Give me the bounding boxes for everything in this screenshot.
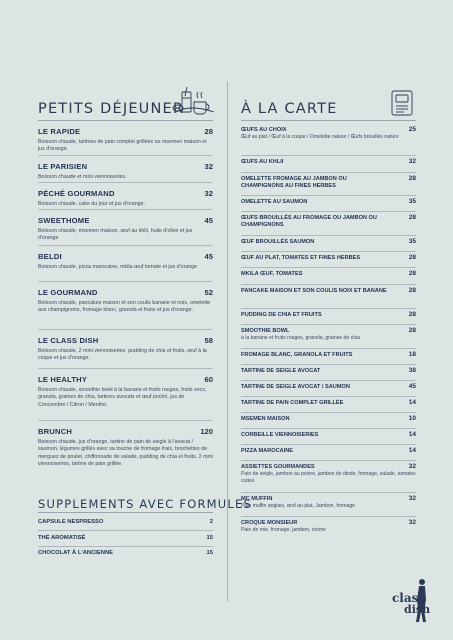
item-name: BRUNCH: [38, 427, 73, 436]
item-description: Boisson chaude, msemen maison, œuf au khlii, huile d'olive et jus d'orange: [38, 228, 193, 242]
breakfast-item: [38, 216, 213, 243]
item-name: LE HEALTHY: [38, 375, 88, 384]
item-name: LE PARISIEN: [38, 162, 88, 171]
item-head: [241, 351, 416, 359]
item-head: [241, 431, 416, 439]
item-name: MSEMEN MAISON: [241, 416, 290, 422]
item-name: PÉCHÉ GOURMAND: [38, 189, 115, 198]
item-price: 14: [408, 447, 416, 454]
breakfast-item: [38, 189, 213, 208]
item-description: à la banane et fruits rouges, granola, graines de chia: [241, 335, 360, 342]
item-name: CROQUE MONSIEUR: [241, 520, 298, 526]
item-price: 35: [408, 198, 416, 205]
svg-text:class: class: [392, 591, 426, 605]
breakfast-item: [38, 336, 213, 363]
item-name: OMELETTE AU SAUMON: [241, 199, 308, 205]
item-price: 32: [408, 495, 416, 502]
item-price: 38: [408, 367, 416, 374]
item-price: 32: [204, 162, 213, 171]
item-head: [241, 214, 416, 229]
carte-item: [241, 311, 416, 319]
carte-item: [241, 367, 416, 375]
item-separator: [241, 444, 416, 445]
item-price: 28: [408, 214, 416, 221]
item-separator: [241, 267, 416, 268]
item-head: [241, 327, 416, 335]
supplement-price: 15: [206, 550, 213, 556]
item-price: 28: [408, 175, 416, 182]
item-price: 45: [408, 383, 416, 390]
item-price: 45: [204, 216, 213, 225]
item-description: Pain de seigle, jambon au poivre, jambon de dinde, fromage, salade, tomates cuites: [241, 471, 416, 484]
carte-item: [241, 519, 416, 534]
item-separator: [241, 251, 416, 252]
class-dish-logo: [392, 578, 432, 624]
item-name: ŒUFS BROUILLÉS AU FROMAGE OU JAMBON OU CHAMPIGNONS: [241, 215, 377, 229]
breakfast-item: [38, 288, 213, 315]
breakfast-item: [38, 427, 213, 468]
item-separator: [241, 396, 416, 397]
carte-title-underline: [241, 120, 416, 121]
item-price: 60: [204, 375, 213, 384]
item-name: LE CLASS DISH: [38, 336, 99, 345]
item-name: SMOOTHIE BOWL: [241, 328, 290, 334]
item-separator: [241, 211, 416, 212]
item-description: Boisson chaude et mini viennoiseries.: [38, 174, 127, 180]
item-name: TARTINE DE SEIGLE AVOCAT: [241, 368, 321, 374]
item-separator: [38, 546, 213, 547]
item-head: [38, 252, 213, 261]
breakfast-item: [38, 162, 213, 181]
supplement-item: [38, 519, 213, 525]
item-head: [241, 383, 416, 391]
item-head: [38, 127, 213, 136]
supplement-name: CAPSULE NESPRESSO: [38, 519, 104, 525]
item-head: [38, 216, 213, 225]
item-separator: [38, 420, 213, 421]
column-divider: [227, 82, 228, 602]
item-price: 10: [408, 415, 416, 422]
carte-item: [241, 198, 416, 206]
item-separator: [38, 329, 213, 330]
item-price: 35: [408, 238, 416, 245]
item-head: [241, 270, 416, 278]
item-name: TARTINE DE SEIGLE AVOCAT / SAUMON: [241, 384, 350, 390]
item-price: 52: [204, 288, 213, 297]
item-price: 14: [408, 399, 416, 406]
item-separator: [38, 530, 213, 531]
item-separator: [38, 368, 213, 369]
item-separator: [241, 195, 416, 196]
item-separator: [241, 324, 416, 325]
item-separator: [241, 412, 416, 413]
item-head: [38, 162, 213, 171]
item-head: [241, 198, 416, 206]
item-price: 28: [408, 327, 416, 334]
item-separator: [38, 155, 213, 156]
item-head: [241, 126, 416, 134]
item-separator: [241, 308, 416, 309]
carte-item: [241, 383, 416, 391]
item-separator: [241, 284, 416, 285]
item-name: TARTINE DE PAIN COMPLET GRILLÉE: [241, 400, 344, 406]
svg-text:dish: dish: [404, 603, 431, 616]
menu-card-icon: [390, 89, 416, 117]
item-separator: [241, 364, 416, 365]
item-head: [241, 287, 416, 295]
item-description: Boisson chaude, cake du jour et jus d'orange.: [38, 201, 146, 207]
supplement-price: 15: [206, 535, 213, 541]
breakfast-item: [38, 127, 213, 154]
item-head: [38, 288, 213, 297]
supplement-price: 2: [209, 519, 213, 525]
item-separator: [38, 182, 213, 183]
item-head: [38, 336, 213, 345]
item-separator: [241, 428, 416, 429]
item-head: [241, 158, 416, 166]
carte-item: [241, 399, 416, 407]
item-name: PUDDING DE CHIA ET FRUITS: [241, 312, 322, 318]
item-price: 120: [200, 427, 213, 436]
item-separator: [241, 492, 416, 493]
item-head: [241, 447, 416, 455]
item-price: 32: [408, 158, 416, 165]
item-name: LE GOURMAND: [38, 288, 98, 297]
item-separator: [241, 460, 416, 461]
item-head: [38, 375, 213, 384]
carte-item: [241, 254, 416, 262]
item-head: [241, 367, 416, 375]
carte-item: [241, 287, 416, 295]
carte-item: [241, 447, 416, 455]
carte-item: [241, 431, 416, 439]
item-head: [241, 463, 416, 471]
item-name: BELDI: [38, 252, 62, 261]
item-head: [241, 254, 416, 262]
item-head: [241, 175, 416, 190]
item-price: 28: [408, 311, 416, 318]
item-name: ASSIETTES GOURMANDES: [241, 464, 315, 470]
item-price: 32: [204, 189, 213, 198]
carte-item: [241, 158, 416, 166]
item-price: 32: [408, 463, 416, 470]
supplement-item: [38, 535, 213, 541]
item-name: ŒUF BROUILLÉS SAUMON: [241, 239, 315, 245]
item-head: [241, 519, 416, 527]
item-description: Boisson chaude, jus d'orange, tartine de pain de seigle à l'avocat / saumon, légumes grillés avec sa touche de fromage frais, brochettes de merguez de poulet, chiffonnade de salade, pudding de chia et fruits, 2 mini viennoiseries, tartine de pain grillée.: [38, 439, 213, 467]
item-price: 28: [408, 287, 416, 294]
supplement-item: [38, 550, 213, 556]
carte-item: [241, 270, 416, 278]
item-head: [38, 427, 213, 436]
item-name: PIZZA MAROCAINE: [241, 448, 293, 454]
item-separator: [241, 380, 416, 381]
item-description: Boisson chaude, pancakes maison et son coulis banane et noix, omelette aux champignons, fromage blanc, granola et fruits et jus d'orange.: [38, 300, 211, 314]
item-separator: [38, 245, 213, 246]
breakfast-icon: [172, 86, 216, 120]
carte-title: À LA CARTE: [241, 101, 338, 117]
supplement-name: THÉ AROMATISÉ: [38, 535, 86, 541]
item-price: 28: [204, 127, 213, 136]
item-description: Boisson chaude, smoothie bowl à la banane et fruits rouges, fruits secs, granola, graines de chia, tartines avocats et œuf poché, jus de Concombre / Citron / Menthe.: [38, 387, 207, 408]
item-price: 58: [204, 336, 213, 345]
item-separator: [38, 281, 213, 282]
carte-item: [241, 238, 416, 246]
item-price: 28: [408, 254, 416, 261]
item-name: OMELETTE FROMAGE AU JAMBON OU CHAMPIGNONS AU FINES HERBES: [241, 176, 347, 190]
item-separator: [241, 235, 416, 236]
breakfast-title: PETITS DÉJEUNER: [38, 101, 185, 117]
item-price: 14: [408, 431, 416, 438]
item-name: ŒUFS AU CHOIX: [241, 127, 287, 133]
item-price: 28: [408, 270, 416, 277]
item-price: 32: [408, 519, 416, 526]
item-name: PANCAKE MAISON ET SON COULIS NOIX ET BANANE: [241, 288, 387, 294]
item-head: [241, 415, 416, 423]
item-description: Pain muffin anglais, œuf au plat, Jambon, fromage: [241, 503, 356, 510]
carte-item: [241, 175, 416, 190]
carte-item: [241, 126, 416, 141]
item-name: SWEETHOME: [38, 216, 90, 225]
item-head: [241, 311, 416, 319]
carte-item: [241, 495, 416, 510]
breakfast-item: [38, 252, 213, 271]
carte-item: [241, 463, 416, 485]
item-separator: [38, 209, 213, 210]
item-name: CORBEILLE VIENNOISERIES: [241, 432, 319, 438]
carte-item: [241, 214, 416, 229]
item-name: ŒUFS AU KHLII: [241, 159, 284, 165]
item-separator: [241, 516, 416, 517]
carte-item: [241, 351, 416, 359]
item-name: ŒUF AU PLAT, TOMATES ET FINES HERBES: [241, 255, 361, 261]
carte-item: [241, 415, 416, 423]
item-description: Boisson chaude, tartines de pain complet grillées ou msemen maison et jus d'orange.: [38, 139, 207, 153]
item-description: Œuf au plat / Œuf à la coque / Omelette nature / Œufs brouillés nature: [241, 134, 399, 141]
item-name: LE RAPIDE: [38, 127, 81, 136]
item-head: [38, 189, 213, 198]
item-name: MC MUFFIN: [241, 496, 273, 502]
item-description: Boisson chaude, 2 mini viennoiseries, pudding de chia et fruits, œuf à la coque et jus d'orange.: [38, 348, 207, 362]
item-name: FROMAGE BLANC, GRANOLA ET FRUITS: [241, 352, 353, 358]
breakfast-title-underline: [38, 120, 213, 121]
item-price: 25: [408, 126, 416, 133]
item-head: [241, 238, 416, 246]
item-separator: [241, 172, 416, 173]
item-separator: [241, 348, 416, 349]
item-head: [241, 495, 416, 503]
supplements-title: SUPPLEMENTS AVEC FORMULES: [38, 497, 252, 511]
supplement-name: CHOCOLAT À L'ANCIENNE: [38, 550, 114, 556]
item-head: [241, 399, 416, 407]
item-description: Boisson chaude, pizza marocaine, mkila œuf tomate et jus d'orange: [38, 264, 198, 270]
item-name: MKILA ŒUF, TOMATES: [241, 271, 303, 277]
carte-item: [241, 327, 416, 342]
item-description: Pain de mie, fromage, jambon, crème: [241, 527, 326, 534]
item-price: 18: [408, 351, 416, 358]
item-separator: [241, 155, 416, 156]
item-price: 45: [204, 252, 213, 261]
supplements-title-underline: [38, 512, 213, 513]
breakfast-item: [38, 375, 213, 409]
